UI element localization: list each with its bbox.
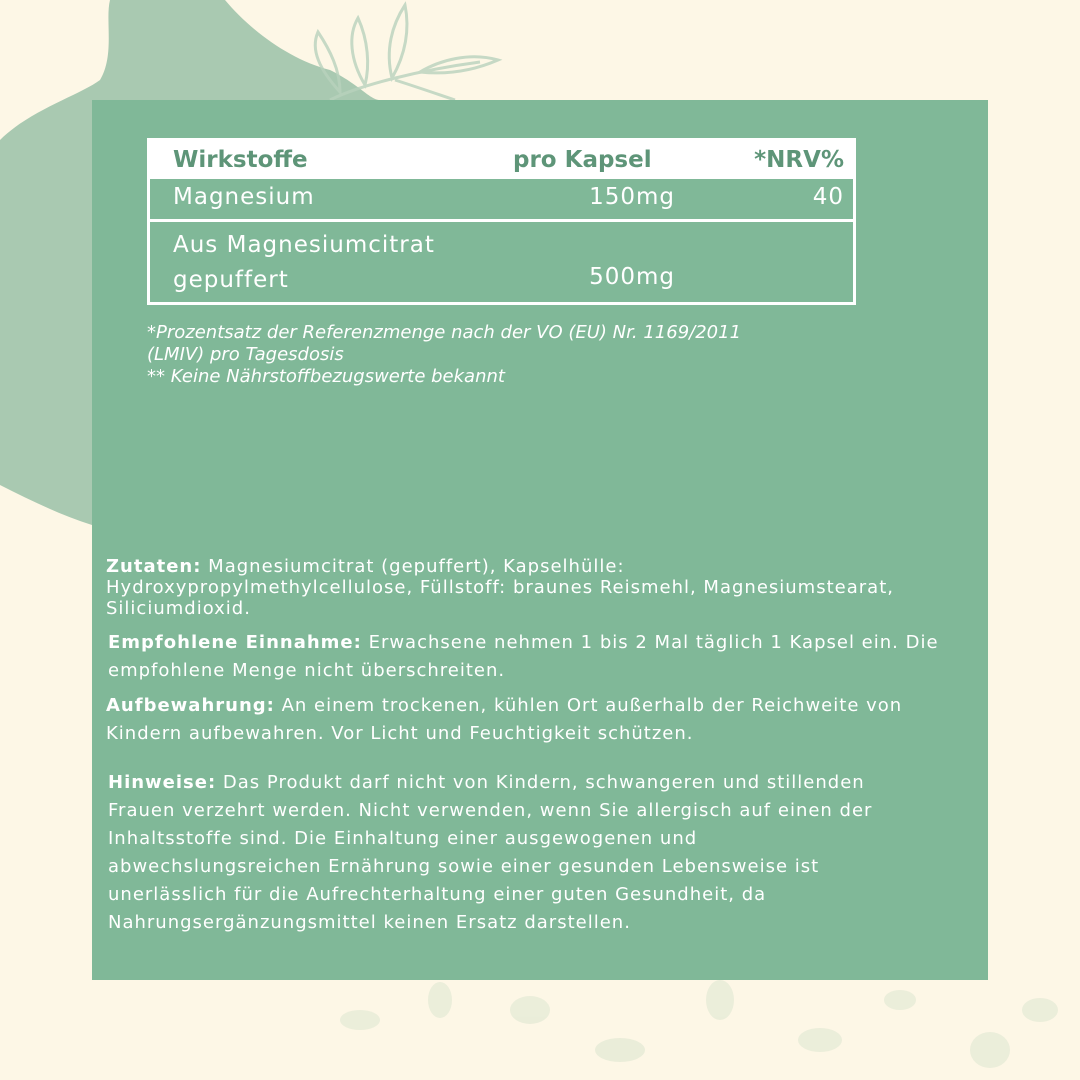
header-wirkstoffe: Wirkstoffe xyxy=(173,147,308,173)
einnahme-section xyxy=(108,629,939,685)
footnote xyxy=(147,322,807,388)
zutaten-text: Hydroxypropylmethylcellulose, Füllstoff: braunes Reismehl, Magnesiumstearat, xyxy=(106,577,894,598)
zutaten-text: Siliciumdioxid. xyxy=(106,598,251,619)
bottom-leaf-pattern xyxy=(340,980,1058,1068)
hinweise-section xyxy=(108,769,872,937)
einnahme-label: Empfohlene Einnahme: xyxy=(108,632,362,653)
nutrient-nrv: 40 xyxy=(812,184,844,210)
zutaten-label: Zutaten: xyxy=(106,556,202,577)
nutrient-name: Magnesium xyxy=(173,184,315,210)
zutaten-text: Magnesiumcitrat (gepuffert), Kapselhülle: xyxy=(201,556,625,577)
aufbewahrung-section xyxy=(106,692,902,748)
hinweise-text: Inhaltsstoffe sind. Die Einhaltung einer ausgewogenen und xyxy=(108,828,698,849)
hinweise-label: Hinweise: xyxy=(108,772,217,793)
aufbewahrung-text: Kindern aufbewahren. Vor Licht und Feuchtigkeit schützen. xyxy=(106,723,694,744)
aufbewahrung-text: An einem trockenen, kühlen Ort außerhalb der Reichweite von xyxy=(274,695,903,716)
hinweise-text: unerlässlich für die Aufrechterhaltung einer guten Gesundheit, da xyxy=(108,884,767,905)
einnahme-text: empfohlene Menge nicht überschreiten. xyxy=(108,660,506,681)
hinweise-text: Frauen verzehrt werden. Nicht verwenden, wenn Sie allergisch auf einen der xyxy=(108,800,873,821)
footnote-line: (LMIV) pro Tagesdosis xyxy=(147,344,344,365)
footnote-line: ** Keine Nährstoffbezugswerte bekannt xyxy=(147,366,505,387)
table-header-row xyxy=(150,141,853,179)
nutrient-name: Aus Magnesiumcitrat gepuffert xyxy=(173,232,435,293)
nutrient-table xyxy=(147,138,856,305)
table-row xyxy=(150,222,853,302)
hinweise-text: Das Produkt darf nicht von Kindern, schwangeren und stillenden xyxy=(216,772,865,793)
einnahme-text: Erwachsene nehmen 1 bis 2 Mal täglich 1 Kapsel ein. Die xyxy=(361,632,939,653)
nutrient-amount: 150mg xyxy=(589,184,675,210)
info-panel xyxy=(92,100,988,980)
footnote-line: *Prozentsatz der Referenzmenge nach der VO (EU) Nr. 1169/2011 xyxy=(147,322,742,343)
hinweise-text: abwechslungsreichen Ernährung sowie einer gesunden Lebensweise ist xyxy=(108,856,820,877)
table-row xyxy=(150,179,853,222)
header-pro-kapsel: pro Kapsel xyxy=(513,147,652,173)
nutrient-amount: 500mg xyxy=(589,264,675,290)
hinweise-text: Nahrungsergänzungsmittel keinen Ersatz darstellen. xyxy=(108,912,631,933)
aufbewahrung-label: Aufbewahrung: xyxy=(106,695,275,716)
zutaten-section xyxy=(106,556,894,619)
header-nrv: *NRV% xyxy=(754,147,844,173)
